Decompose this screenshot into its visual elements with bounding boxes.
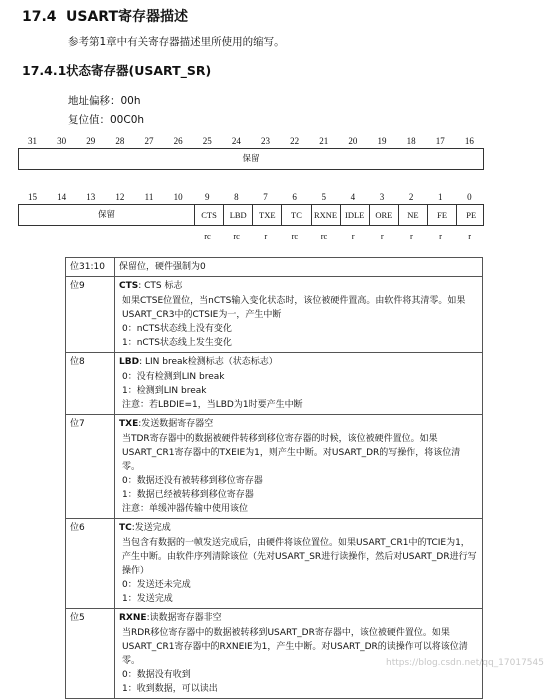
access-pe: r [468, 231, 472, 241]
description-line: 1：数据已经被转移到移位寄存器 [122, 490, 254, 500]
bit-number: 12 [115, 192, 125, 202]
intro-text: 参考第1章中有关寄存器描述里所使用的缩写。 [68, 36, 285, 48]
description-line: 0：数据没有收到 [122, 670, 191, 680]
reset-value: 复位值：00C0h [68, 114, 145, 126]
access-cts: rc [204, 231, 211, 241]
description-line: 0：没有检测到LIN break [122, 372, 225, 382]
bit-number: 28 [115, 136, 125, 146]
field-title-text: :读数据寄存器非空 [146, 613, 222, 623]
bit-number: 4 [350, 192, 356, 202]
access-lbd: rc [233, 231, 240, 241]
description-line: 0：数据还没有被转移到移位寄存器 [122, 476, 263, 486]
subsection-heading [22, 61, 211, 79]
description-line: 当包含有数据的一帧发送完成后，由硬件将该位置位。如果USART_CR1中的TCIE为1，产生中断。由软件序列清除该位（先对USART_SR进行读操作，然后对USART_DR进行写操作） [122, 538, 477, 576]
description-line: 1：收到数据，可以读出 [122, 684, 218, 694]
subsection-title: 状态寄存器(USART_SR) [66, 63, 212, 78]
bit-number: 31 [28, 136, 37, 146]
field-key: TXE [119, 419, 139, 429]
access-fe: r [439, 231, 442, 241]
register-high-half [18, 148, 484, 170]
description-line: 保留位，硬件强制为0 [119, 262, 206, 272]
access-tc: rc [291, 231, 299, 241]
address-offset: 地址偏移：00h [68, 95, 141, 107]
field-title [119, 417, 478, 431]
bit-description [115, 609, 483, 699]
field-key: LBD [119, 357, 140, 367]
field-ore: ORE [369, 205, 398, 225]
bit-number: 25 [202, 136, 212, 146]
bit-number: 27 [144, 136, 154, 146]
bit-row [66, 353, 483, 415]
field-key: TC [119, 523, 132, 533]
field-idle: IDLE [340, 205, 369, 225]
bit-description [115, 353, 483, 415]
bit-position: 位5 [66, 609, 115, 699]
bit-description-table [65, 257, 483, 699]
bit-number: 30 [57, 136, 67, 146]
description-line: 注意：单缓冲器传输中使用该位 [122, 504, 249, 514]
description-line: 当RDR移位寄存器中的数据被转移到USART_DR寄存器中，该位被硬件置位。如果USART_CR1寄存器中的RXNEIE为1，产生中断。对USART_DR的读操作可以将该位清零。 [122, 628, 468, 666]
bit-number: 22 [290, 136, 300, 146]
bit-number: 18 [406, 136, 416, 146]
access-ne: r [409, 231, 413, 241]
bit-number: 0 [467, 192, 472, 202]
bit-number: 29 [86, 136, 96, 146]
access-idle: r [351, 231, 355, 241]
bit-row [66, 609, 483, 699]
bit-number: 6 [292, 192, 297, 202]
section-number: 17.4 [22, 9, 57, 25]
bit-row [66, 258, 483, 277]
field-title [119, 521, 478, 535]
subsection-number: 17.4.1 [22, 63, 67, 78]
description-line: 1：检测到LIN break [122, 386, 207, 396]
reserved-field-low: 保留 [97, 210, 115, 220]
bit-position: 位6 [66, 519, 115, 609]
description-line: 1：发送完成 [122, 594, 173, 604]
bit-number: 7 [263, 192, 268, 202]
bit-number: 15 [28, 192, 37, 202]
bit-position: 位31:10 [66, 258, 115, 277]
description-line: 如果CTSE位置位，当nCTS输入变化状态时，该位被硬件置高。由软件将其清零。如果USART_CR3中的CTSIE为一，产生中断 [122, 296, 466, 320]
field-title [119, 355, 478, 369]
field-fe: FE [427, 205, 456, 225]
bit-number: 13 [86, 192, 96, 202]
bit-number: 24 [231, 136, 241, 146]
bit-number: 1 [438, 192, 443, 202]
field-tc: TC [281, 205, 310, 225]
bit-number: 5 [321, 192, 326, 202]
field-lbd: LBD [223, 205, 252, 225]
bit-description [115, 415, 483, 519]
field-cts: CTS [194, 205, 223, 225]
field-title [119, 279, 478, 293]
field-pe: PE [456, 205, 485, 225]
access-ore: r [380, 231, 384, 241]
bit-position: 位8 [66, 353, 115, 415]
bit-number: 17 [435, 136, 445, 146]
access-rxne: rc [320, 231, 328, 241]
bit-number: 16 [464, 136, 474, 146]
bit-number: 9 [205, 192, 210, 202]
description-line: 注意：若LBDIE=1，当LBD为1时要产生中断 [122, 400, 303, 410]
bit-row [66, 415, 483, 519]
bit-number: 21 [319, 136, 329, 146]
bit-number: 26 [173, 136, 183, 146]
section-title: USART寄存器描述 [66, 9, 188, 25]
field-title-text: :发送完成 [131, 523, 171, 533]
bit-description [115, 519, 483, 609]
watermark: https://blog.csdn.net/qq_17017545 [385, 658, 544, 668]
bit-position: 位9 [66, 277, 115, 353]
field-title [119, 611, 478, 625]
bit-number: 2 [408, 192, 414, 202]
field-title-text: : LIN break检测标志（状态标志） [139, 357, 278, 367]
field-title-text: : CTS 标志 [138, 281, 183, 291]
bit-position: 位7 [66, 415, 115, 519]
reserved-field-high: 保留 [242, 154, 260, 164]
description-line: 1：nCTS状态线上发生变化 [122, 338, 232, 348]
section-heading [22, 6, 188, 26]
field-key: CTS [119, 281, 139, 291]
bit-row [66, 277, 483, 353]
bit-number: 3 [379, 192, 385, 202]
description-line: 当TDR寄存器中的数据被硬件转移到移位寄存器的时候，该位被硬件置位。如果USART_CR1寄存器中的TXEIE为1，则产生中断。对USART_DR的写操作，将该位清零。 [122, 434, 461, 472]
description-line: 0：nCTS状态线上没有变化 [122, 324, 232, 334]
bit-number: 10 [173, 192, 183, 202]
register-low-half [18, 204, 484, 226]
bit-description [115, 258, 483, 277]
access-txe: r [264, 231, 268, 241]
bit-number: 14 [57, 192, 67, 202]
field-title-text: :发送数据寄存器空 [138, 419, 214, 429]
bit-number: 23 [261, 136, 270, 146]
description-line: 0：发送还未完成 [122, 580, 191, 590]
field-ne: NE [398, 205, 427, 225]
field-rxne: RXNE [311, 205, 340, 225]
bit-description [115, 277, 483, 353]
bit-number: 19 [377, 136, 387, 146]
bit-number: 8 [234, 192, 239, 202]
bit-number: 11 [144, 192, 154, 202]
bit-row [66, 519, 483, 609]
field-txe: TXE [252, 205, 281, 225]
bit-number: 20 [348, 136, 358, 146]
field-key: RXNE [119, 613, 147, 623]
